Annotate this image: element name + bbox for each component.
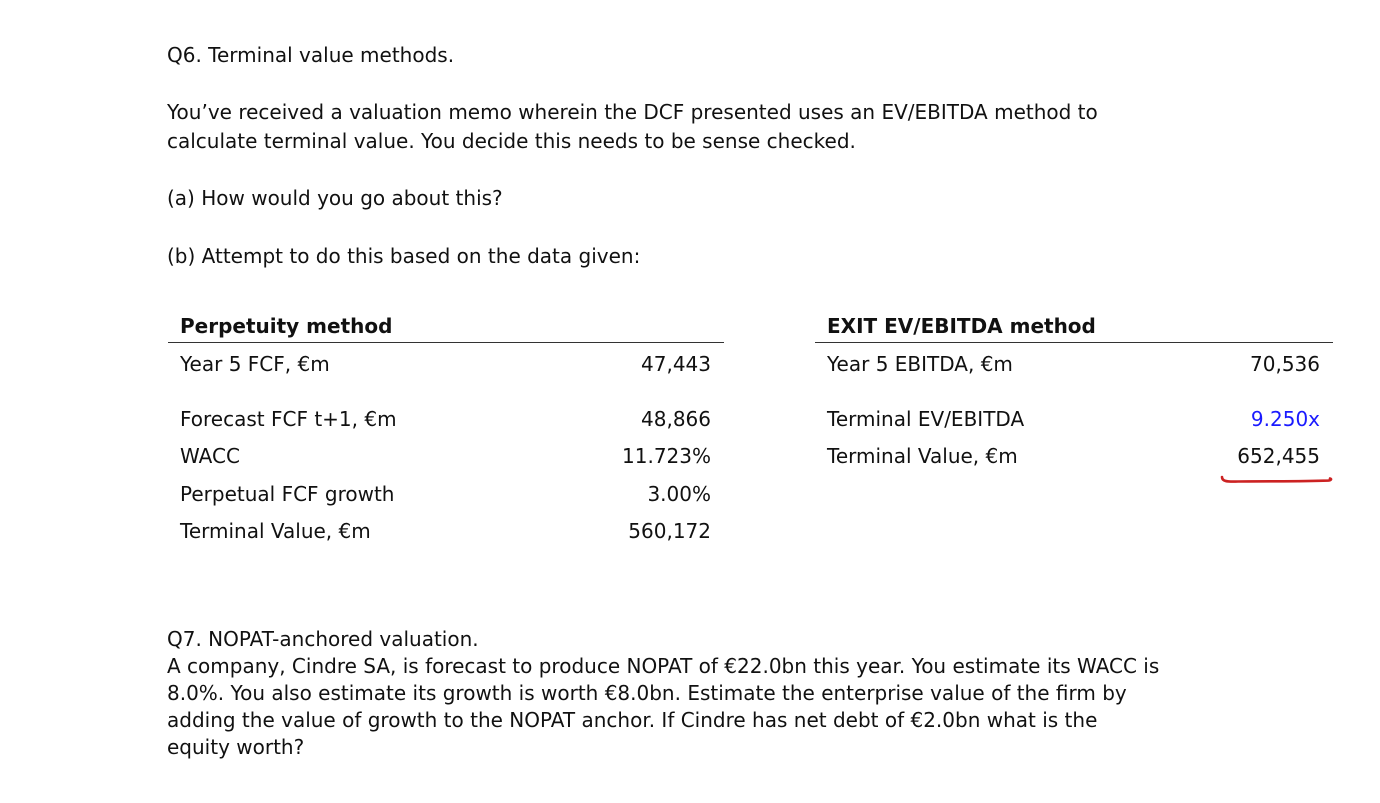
q7-body-line-1: A company, Cindre SA, is forecast to produce NOPAT of €22.0bn this year. You estimate its WACC is [167, 654, 1160, 678]
perpetuity-row-value: 11.723% [622, 444, 711, 468]
q7-body-line-2: 8.0%. You also estimate its growth is worth €8.0bn. Estimate the enterprise value of the firm by [167, 681, 1127, 705]
q6-title: Q6. Terminal value methods. [167, 43, 455, 67]
perpetuity-table [168, 314, 724, 554]
q7-title: Q7. NOPAT-anchored valuation. [167, 627, 479, 651]
perpetuity-row-value: 3.00% [647, 482, 711, 506]
perpetuity-row-label: Forecast FCF t+1, €m [180, 407, 397, 431]
exit-row-label: Terminal EV/EBITDA [827, 407, 1025, 431]
exit-method-table [815, 314, 1333, 484]
q6-intro-line-1: You’ve received a valuation memo wherein the DCF presented uses an EV/EBITDA method to [167, 100, 1098, 124]
perpetuity-row-value: 560,172 [628, 519, 711, 543]
q7-body-line-3: adding the value of growth to the NOPAT anchor. If Cindre has net debt of €2.0bn what is the [167, 708, 1098, 732]
perpetuity-row-label: WACC [180, 444, 240, 468]
q6-intro-line-2: calculate terminal value. You decide this needs to be sense checked. [167, 129, 856, 153]
q7-block [167, 626, 1247, 761]
perpetuity-row-label: Year 5 FCF, €m [180, 352, 330, 376]
perpetuity-row-label: Perpetual FCF growth [180, 482, 395, 506]
q6-part-a: (a) How would you go about this? [167, 186, 503, 210]
exit-row-label: Terminal Value, €m [827, 444, 1018, 468]
q7-body-line-4: equity worth? [167, 735, 305, 759]
perpetuity-row-value: 47,443 [641, 352, 711, 376]
perpetuity-header: Perpetuity method [180, 314, 393, 338]
perpetuity-row-label: Terminal Value, €m [180, 519, 371, 543]
exit-row-label: Year 5 EBITDA, €m [827, 352, 1013, 376]
red-underline-annotation [1218, 472, 1336, 488]
exit-method-header: EXIT EV/EBITDA method [827, 314, 1096, 338]
exit-row-value: 652,455 [1237, 444, 1320, 468]
q6-part-b: (b) Attempt to do this based on the data given: [167, 244, 641, 268]
perpetuity-row-value: 48,866 [641, 407, 711, 431]
exit-row-value-input: 9.250x [1250, 407, 1320, 431]
exit-row-value: 70,536 [1250, 352, 1320, 376]
perpetuity-header-rule [168, 342, 724, 343]
exit-method-header-rule [815, 342, 1333, 343]
